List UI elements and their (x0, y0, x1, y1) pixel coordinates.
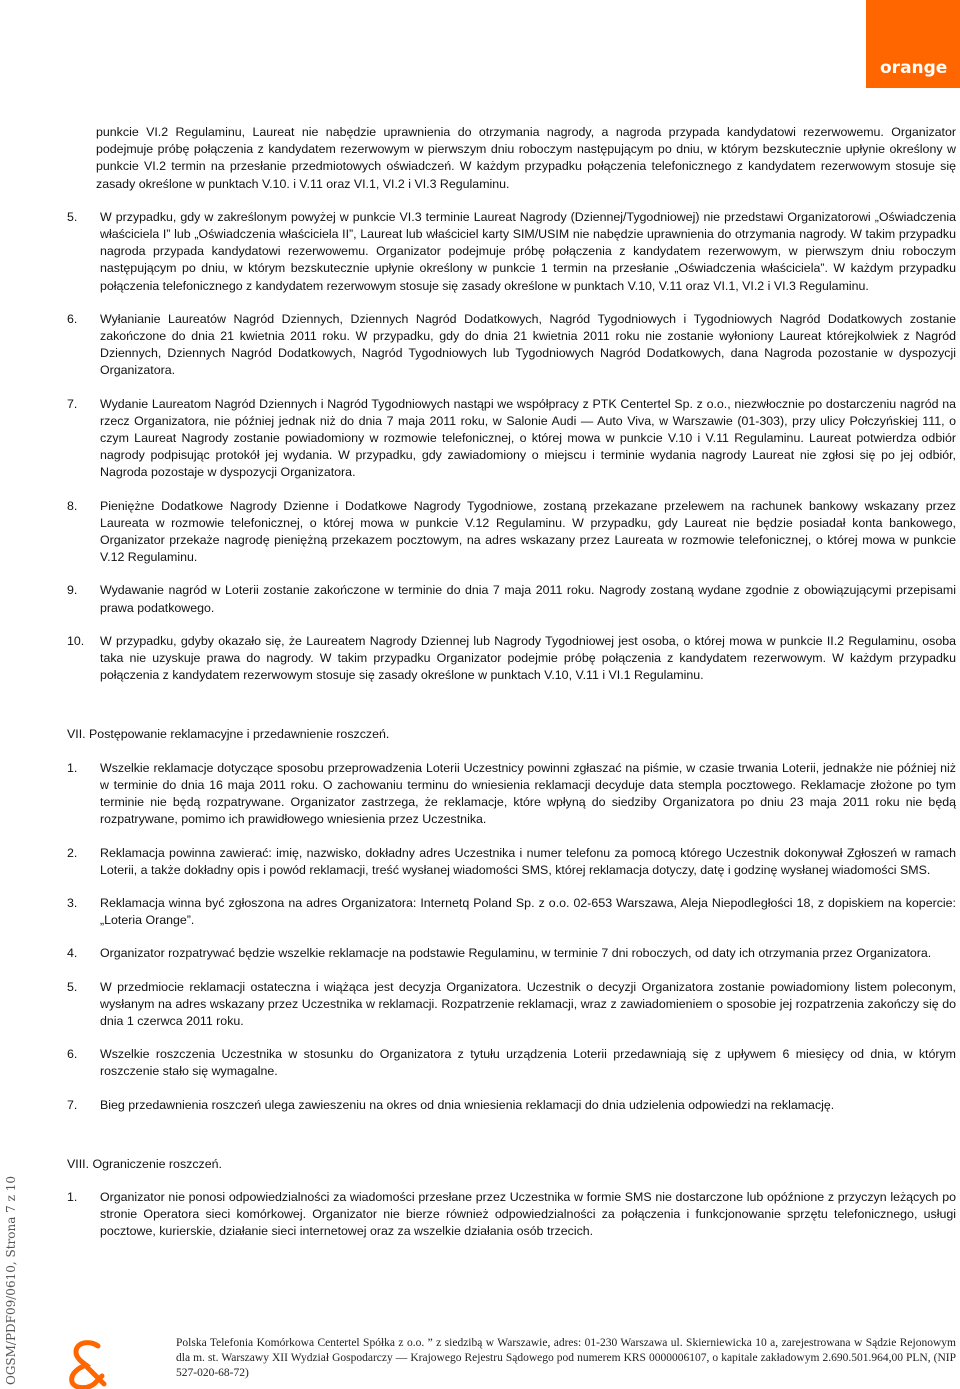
list-item (67, 311, 956, 380)
list-item (67, 845, 956, 879)
item-number: 5. (67, 209, 78, 224)
item-text: Wszelkie roszczenia Uczestnika w stosunku do Organizatora z tytułu urządzenia Loterii przedawniają się z upływem 6 miesięcy od dnia, w którym roszczenie stało się wymagalne. (100, 1047, 956, 1079)
item-text: Wyłanianie Laureatów Nagród Dziennych, Dziennych Nagród Dodatkowych, Nagród Tygodniowych i Tygodniowych Nagród Dodatkowych zostanie zakończone do dnia 21 kwietnia 2011 roku. W przypadku, gdy do dnia 21 kwietnia 2011 roku nie zostanie wyłoniony Laureat którejkolwiek z Nagród Dziennych, Dziennych Nagród Dodatkowych, Nagród Tygodniowych lub Tygodniowych Nagród Dodatkowych, dana Nagroda pozostanie w dyspozycji Organizatora. (100, 311, 956, 378)
item-number: 1. (67, 760, 78, 775)
item-number: 6. (67, 1047, 78, 1062)
item-number: 8. (67, 498, 78, 513)
item-number: 5. (67, 979, 78, 994)
item-text: Wszelkie reklamacje dotyczące sposobu przeprowadzenia Loterii Uczestnicy powinni zgłaszać na piśmie, w czasie trwania Loterii, jednakże nie później niż w terminie do dnia 16 maja 2011 roku. O zachowaniu terminu do wniesienia reklamacji decyduje data stempla pocztowego. Reklamacje złożone po tym terminie nie będą rozpatrywane. Organizator zastrzega, że reklamacje, które wpłyną do siedziby Organizatora po dniu 23 maja 2011 roku nie będą rozpatrywane, pomimo ich prawidłowego wniesienia przez Uczestnika. (100, 760, 956, 827)
item-text: Reklamacja powinna zawierać: imię, nazwisko, dokładny adres Uczestnika i numer telefonu za pomocą którego Uczestnik dokonywał Zgłoszeń w ramach Loterii, a także dokładny opis i powód reklamacji, treść wysłanej wiadomości SMS, której reklamacja dotyczy, datę i godzinę wysłanej wiadomości SMS. (100, 845, 956, 877)
section-heading: VIII. Ograniczenie roszczeń. (67, 1156, 222, 1171)
section7-items (67, 760, 956, 1114)
item-text: Wydanie Laureatom Nagród Dziennych i Nagród Tygodniowych nastąpi we współpracy z PTK Centertel Sp. z o.o., niezwłocznie po dostarczeniu nagród na rzecz Organizatora, nie później jednak niż do dnia 7 maja 2011 roku, w Salonie Audi — Auto Viva, w Warszawie (01-303), przy ulicy Połczyńskiej 111, o czym Laureat Nagrody zostanie powiadomiony w rozmowie telefonicznej, o której mowa w punkcie V.10 i V.11 Regulaminu. Laureat potwierdza odbiór nagrody podpisując protokół jej wydania. W przypadku, gdy zawiadomiony o miejscu i terminie wydania nagrody Laureat nie zgłosi się po jej odbiór, Nagroda pozostaje w dyspozycji Organizatora. (100, 396, 956, 480)
item-number: 1. (67, 1189, 78, 1204)
list-item (67, 1189, 956, 1241)
side-page-reference: OGSM/PDF09/0610, Strona 7 z 10 (4, 1175, 18, 1385)
list-item (67, 209, 956, 295)
list-item (67, 895, 956, 929)
item-text: Pieniężne Dodatkowe Nagrody Dzienne i Dodatkowe Nagrody Tygodniowe, zostaną przekazane przelewem na rachunek bankowy wskazany przez Laureata w rozmowie telefonicznej, o której mowa w punkcie V.12 Regulaminu. W przypadku, gdy Laureat nie będzie posiadał konta bankowego, Organizator przekaże nagrodę pieniężną przekazem pocztowym, na adres wskazany przez Laureata w rozmowie telefonicznej, o której mowa w punkcie V.12 Regulaminu. (100, 498, 956, 565)
list-item (67, 396, 956, 482)
item-number: 7. (67, 396, 78, 411)
list-item (67, 945, 956, 962)
orange-logo (866, 0, 960, 88)
list-item (67, 1097, 956, 1114)
list-item (67, 979, 956, 1031)
item-text: Organizator nie ponosi odpowiedzialności za wiadomości przesłane przez Uczestnika w formie SMS nie dostarczone lub opóźnione z przyczyn leżących po stronie Operatora sieci komórkowej. Organizator nie bierze również odpowiedzialności za połączenia i funkcjonowanie sprzętu telefonicznego, usługi pocztowe, kurierskie, działanie sieci internetowej oraz za wszelkie działania osób trzecich. (100, 1189, 956, 1239)
list-item (67, 582, 956, 616)
item-text: W przypadku, gdy w zakreślonym powyżej w punkcie VI.3 terminie Laureat Nagrody (Dziennej/Tygodniowej) nie przedstawi Organizatorowi „Oświadczenia właściciela I” lub „Oświadczenia właściciela II”, Laureat lub właściciel karty SIM/USIM nie nabędzie uprawnienia do otrzymania nagrody. W takim przypadku nagroda przypada kandydatowi rezerwowemu. Organizator podejmuje próbę połączenia z kandydatem rezerwowym, w pierwszym dniu roboczym następującym po dniu, w którym bezskutecznie upłynie określony w punkcie 1 termin na przesłanie „Oświadczenia właściciela”. W każdym przypadku połączenia telefonicznego z kandydatem rezerwowym stosuje się zasady określone w punktach V.10, V.11 oraz VI.1, VI.2 i VI.3 Regulaminu. (100, 209, 956, 293)
list-item (67, 633, 956, 685)
list-item (67, 1046, 956, 1080)
item-number: 3. (67, 895, 78, 910)
item-text: Wydawanie nagród w Loterii zostanie zakończone w terminie do dnia 7 maja 2011 roku. Nagrody zostaną wydane zgodnie z obowiązującymi przepisami prawa podatkowego. (100, 583, 956, 615)
item-text: Organizator rozpatrywać będzie wszelkie reklamacje na podstawie Regulaminu, w terminie 7 dni roboczych, od daty ich otrzymania przez Organizatora. (100, 946, 932, 961)
list-item (67, 498, 956, 567)
item-number: 10. (67, 633, 85, 648)
section8-items (67, 1189, 956, 1241)
document-body (67, 124, 956, 1241)
item-number: 4. (67, 946, 78, 961)
section6-items (67, 209, 956, 685)
item-text: W przypadku, gdyby okazało się, że Laureatem Nagrody Dziennej lub Nagrody Tygodniowej jest osoba, o której mowa w punkcie II.2 Regulaminu, osoba taka nie uzyskuje prawa do nagrody. W takim przypadku Organizator podejmie próbę połączenia z kandydatem rezerwowym. W każdym przypadku połączenia z kandydatem rezerwowym stosuje się zasady określone w punktach V.10, V.11 i VI.1 Regulaminu. (100, 633, 956, 683)
footer-company-info: Polska Telefonia Komórkowa Centertel Spółka z o.o. ” z siedzibą w Warszawie, adres: 01-230 Warszawa ul. Skierniewicka 10 a, zarejestrowana w Sądzie Rejonowym dla m. st. Warszawy XII Wydział Gospodarczy — Krajowego Rejestru Sądowego pod numerem KRS 0000006107, o kapitale zakładowym 2.690.501.964,00 PLN, (NIP 527-020-68-72) (176, 1337, 956, 1379)
item-number: 7. (67, 1097, 78, 1112)
intro-paragraph: punkcie VI.2 Regulaminu, Laureat nie nabędzie uprawnienia do otrzymania nagrody, a nagroda przypada kandydatowi rezerwowemu. Organizator podejmuje próbę połączenia z kandydatem rezerwowym w pierwszym dniu roboczym następującym po dniu, w którym bezskutecznie upłynie określony w punkcie VI.2 termin na przesłanie przedmiotowych oświadczeń. W każdym przypadku połączenia telefonicznego z kandydatem rezerwowym stosuje się zasady określone w punktach V.10. i V.11 oraz VI.1, VI.2 i VI.3 Regulaminu. (96, 125, 956, 191)
item-text: Bieg przedawnienia roszczeń ulega zawieszeniu na okres od dnia wniesienia reklamacji do dnia udzielenia odpowiedzi na reklamację. (100, 1097, 835, 1112)
item-text: Reklamacja winna być zgłoszona na adres Organizatora: Internetq Poland Sp. z o.o. 02-653 Warszawa, Aleja Niepodległości 18, z dopiskiem na kopercie: „Loteria Orange”. (100, 895, 956, 928)
section-heading: VII. Postępowanie reklamacyjne i przedawnienie roszczeń. (67, 727, 390, 742)
item-number: 2. (67, 845, 78, 860)
list-item (67, 760, 956, 829)
item-text: W przedmiocie reklamacji ostateczna i wiążąca jest decyzja Organizatora. Uczestnik o decyzji Organizatora zostanie powiadomiony listem poleconym, wysłanym na adres wskazany przez Uczestnika w reklamacji. Rozpatrzenie reklamacji, wraz z zawiadomieniem o sposobie jej rozpatrzenia zakończy się do dnia 1 czerwca 2011 roku. (100, 979, 956, 1028)
logo-text: orange (880, 58, 948, 78)
ampersand-logo-icon (60, 1338, 120, 1389)
item-number: 9. (67, 583, 78, 598)
item-number: 6. (67, 311, 78, 326)
